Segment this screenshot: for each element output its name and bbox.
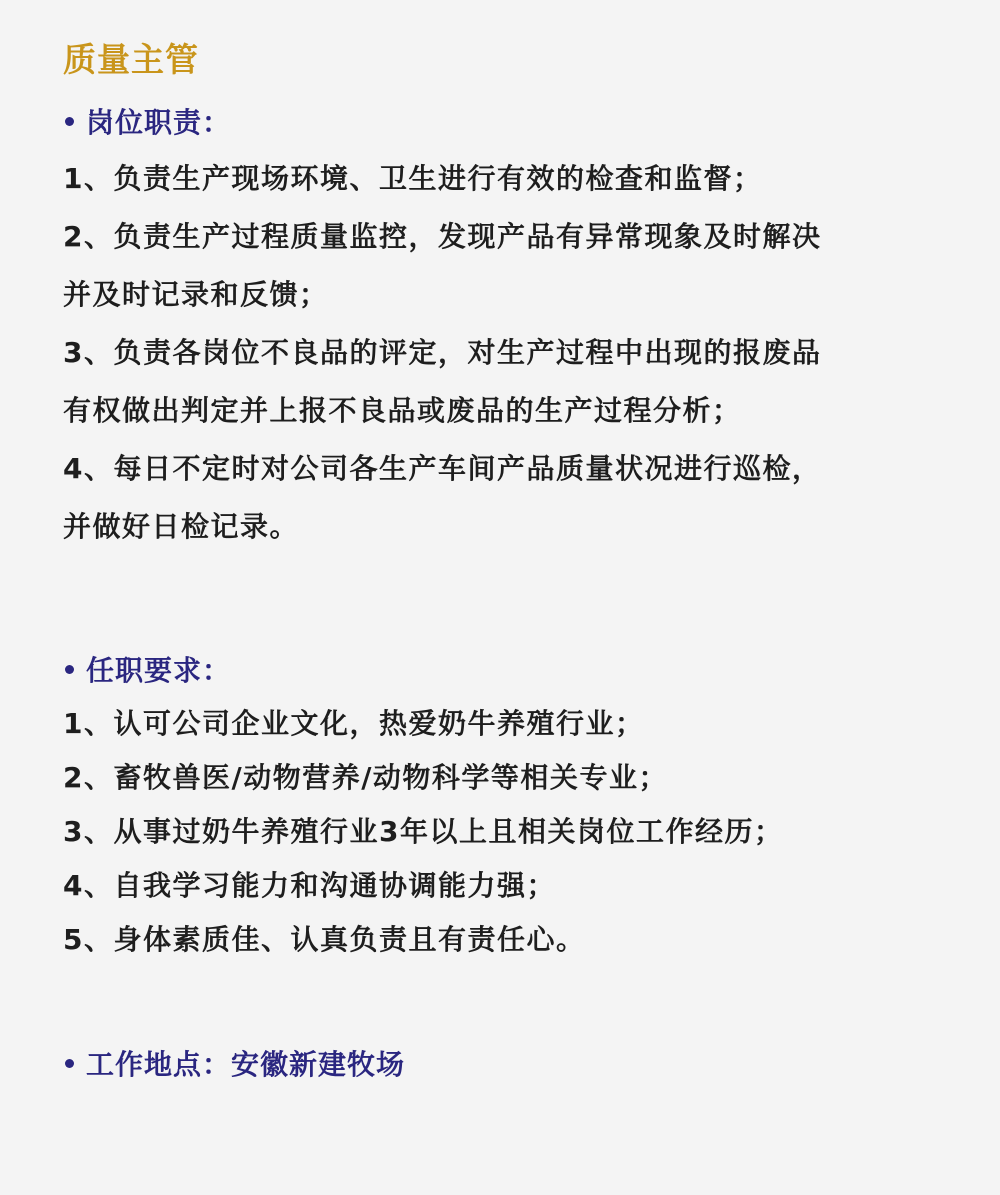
requirement-line: 5、身体素质佳、认真负责且有责任心。 <box>63 923 586 956</box>
duties-section <box>63 98 945 556</box>
requirements-heading-text: 任职要求： <box>86 654 232 687</box>
requirements-section <box>63 646 945 967</box>
requirements-list <box>63 697 945 967</box>
requirement-line: 1、认可公司企业文化，热爱奶牛养殖行业； <box>63 707 645 740</box>
requirement-line: 3、从事过奶牛养殖行业3年以上且相关岗位工作经历； <box>63 815 784 848</box>
duty-line: 并及时记录和反馈； <box>63 278 329 311</box>
location-section <box>63 1040 945 1086</box>
duty-line: 有权做出判定并上报不良品或废品的生产过程分析； <box>63 394 742 427</box>
duty-line: 2、负责生产过程质量监控，发现产品有异常现象及时解决 <box>63 220 822 253</box>
requirement-line: 2、畜牧兽医/动物营养/动物科学等相关专业； <box>63 761 668 794</box>
duty-line: 1、负责生产现场环境、卫生进行有效的检查和监督； <box>63 162 763 195</box>
duty-line: 并做好日检记录。 <box>63 510 300 543</box>
requirement-line: 4、自我学习能力和沟通协调能力强； <box>63 869 556 902</box>
job-title: 质量主管 <box>63 40 199 79</box>
duty-line: 4、每日不定时对公司各生产车间产品质量状况进行巡检， <box>63 452 822 485</box>
bullet-icon <box>65 117 74 126</box>
location-value: 安徽新建牧场 <box>231 1048 406 1081</box>
bullet-icon <box>65 665 74 674</box>
bullet-icon <box>65 1059 74 1068</box>
duties-list <box>63 150 945 556</box>
requirements-heading <box>63 646 945 692</box>
duties-heading <box>63 98 945 144</box>
duty-line: 3、负责各岗位不良品的评定，对生产过程中出现的报废品 <box>63 336 822 369</box>
location-heading <box>63 1040 945 1086</box>
duties-heading-text: 岗位职责： <box>86 106 232 139</box>
location-label: 工作地点： <box>86 1048 232 1081</box>
